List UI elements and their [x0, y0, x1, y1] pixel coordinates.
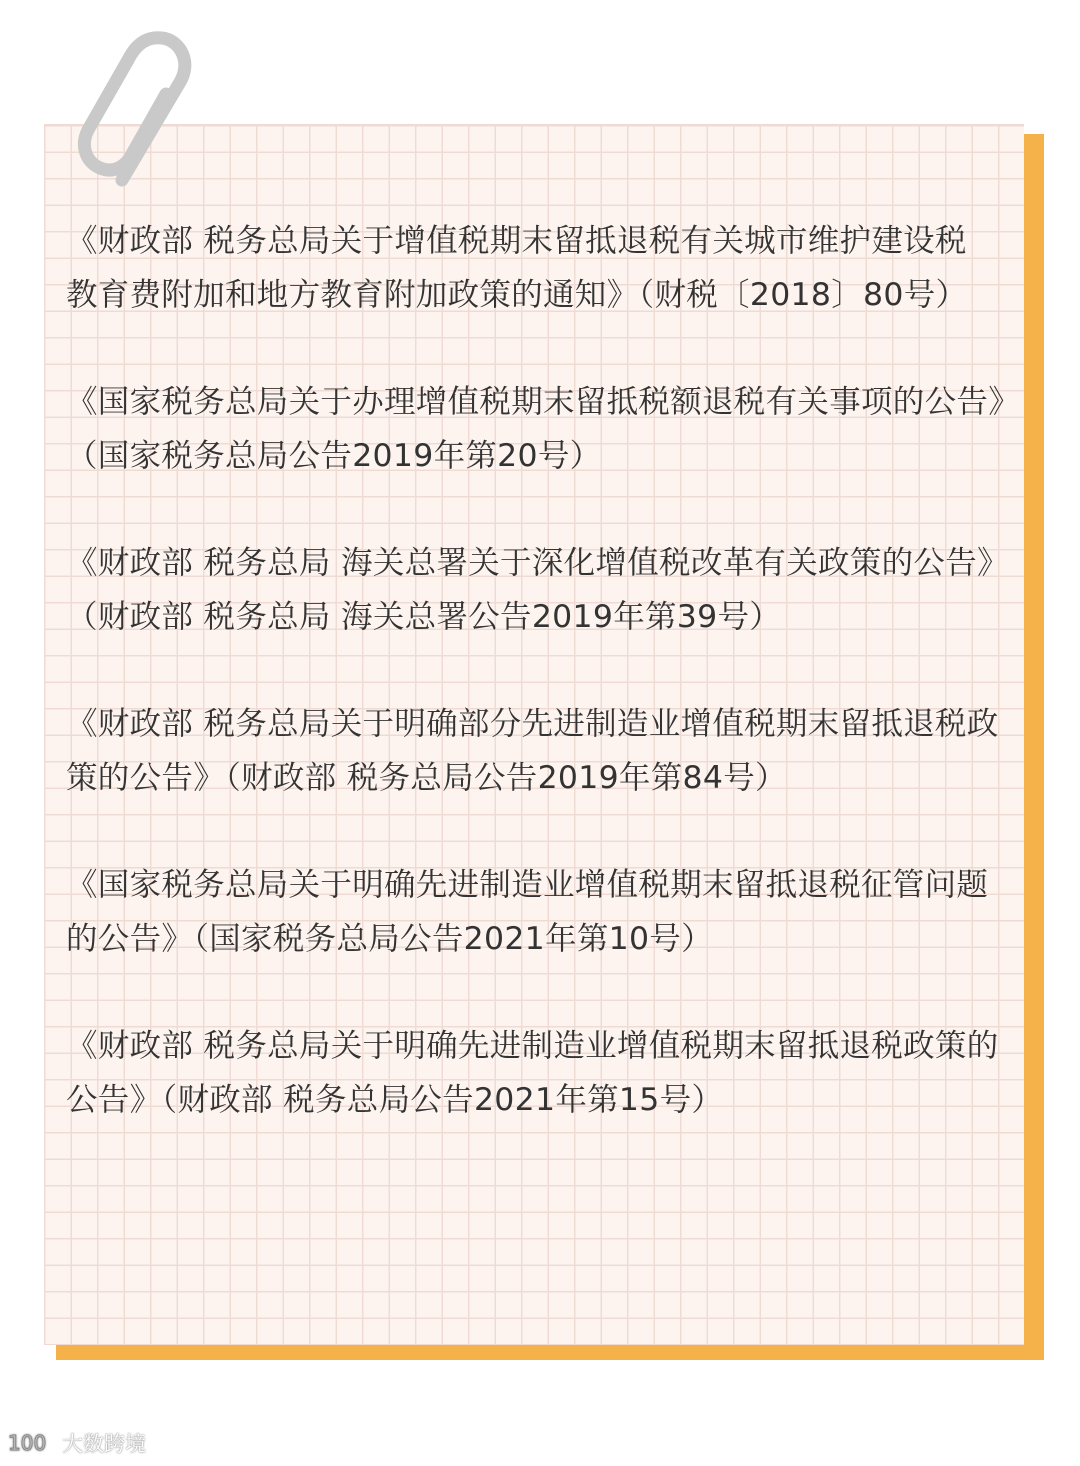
- paperclip-icon: [70, 30, 210, 200]
- reference-item: 《财政部 税务总局 海关总署关于深化增值税改革有关政策的公告》（财政部 税务总局 海关总署公告2019年第39号）: [66, 545, 994, 635]
- reference-item: 《国家税务总局关于办理增值税期末留抵税额退税有关事项的公告》（国家税务总局公告2019年第20号）: [66, 384, 1005, 474]
- watermark-logo-text: 100: [8, 1431, 47, 1455]
- watermark-logo-icon: [6, 1428, 56, 1458]
- reference-item: 《国家税务总局关于明确先进制造业增值税期末留抵退税征管问题的公告》（国家税务总局公告2021年第10号）: [66, 867, 989, 957]
- reference-list: [66, 214, 1006, 1180]
- reference-item: 《财政部 税务总局关于明确先进制造业增值税期末留抵退税政策的公告》（财政部 税务总局公告2021年第15号）: [66, 1028, 999, 1118]
- reference-item: 《财政部 税务总局关于明确部分先进制造业增值税期末留抵退税政策的公告》（财政部 税务总局公告2019年第84号）: [66, 706, 999, 796]
- watermark: [6, 1428, 146, 1458]
- watermark-text: 大数跨境: [62, 1432, 146, 1456]
- reference-item: 《财政部 税务总局关于增值税期末留抵退税有关城市维护建设税 教育费附加和地方教育附加政策的通知》（财税〔2018〕80号）: [66, 223, 968, 313]
